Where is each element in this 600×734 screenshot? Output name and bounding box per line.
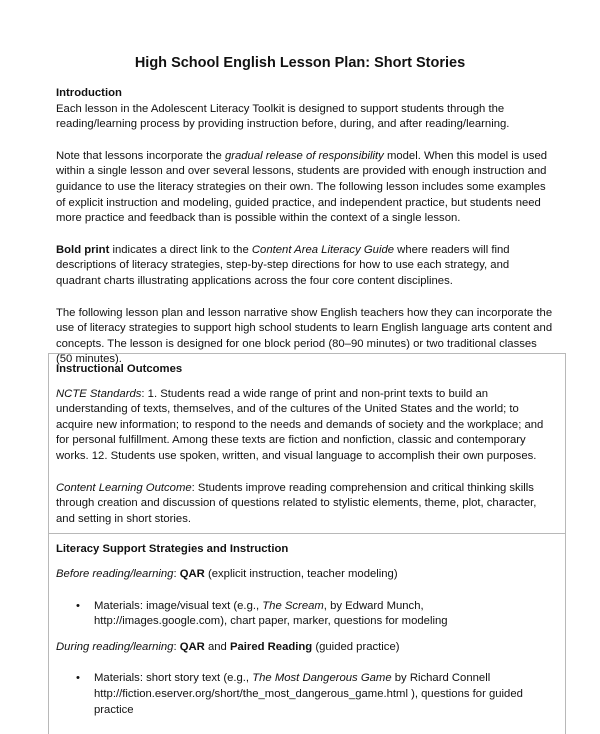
bullet-icon: •	[76, 672, 80, 685]
intro-paragraph-1: Each lesson in the Adolescent Literacy Toolkit is designed to support students through the reading/learning process by providing instruction before, during, and after reading/learning.	[56, 102, 510, 131]
intro-paragraph-2	[56, 149, 556, 227]
during-strategy-qar: QAR	[179, 640, 205, 653]
before-reading-line	[56, 567, 558, 583]
before-materials-artwork: The Scream	[262, 599, 324, 612]
list-item	[56, 599, 558, 630]
bold-print-term: Bold print	[56, 243, 110, 256]
outcomes-cell	[49, 354, 565, 533]
during-strategy-paired-reading: Paired Reading	[229, 640, 313, 653]
intro-p3-text-mid: indicates a direct link to the	[109, 243, 252, 256]
document-title: High School English Lesson Plan: Short Stories	[134, 55, 466, 71]
before-reading-label: Before reading/learning	[56, 567, 174, 580]
strategies-heading: Literacy Support Strategies and Instruction	[56, 543, 289, 556]
during-materials-start: Materials: short story text (e.g.,	[94, 672, 253, 685]
intro-p2-text-end: model. When this model is used within a single lesson and over several lessons, students are provided with enough instruction and guidance to use the literacy strategies on their own. The following lesson includes some examples of explicit instruction and modeling, guided practice, and independent practice, but students need more practice and feedback than is possible within the context of a single lesson.	[56, 149, 548, 225]
during-separator: :	[173, 640, 180, 653]
gradual-release-term: gradual release of responsibility	[224, 149, 384, 162]
during-materials-list	[56, 671, 558, 718]
content-outcome-text: : Students improve reading comprehension and critical thinking skills through creation and discussion of questions related to stylistic elements, theme, plot, character, and setting in short stories.	[56, 481, 537, 525]
during-note: (guided practice)	[312, 640, 400, 653]
during-materials-story: The Most Dangerous Game	[252, 672, 392, 685]
before-materials-start: Materials: image/visual text (e.g.,	[94, 599, 263, 612]
list-item	[56, 671, 558, 718]
before-separator: :	[173, 567, 180, 580]
before-materials-list	[56, 599, 558, 630]
bullet-icon: •	[76, 599, 80, 612]
before-note: (explicit instruction, teacher modeling)	[204, 567, 398, 580]
ncte-label: NCTE Standards	[56, 387, 142, 400]
literacy-guide-title: Content Area Literacy Guide	[251, 243, 395, 256]
intro-p3-text-end: where readers will find descriptions of literacy strategies, step-by-step directions for how to use each strategy, and quadrant charts illustrating applications across the four core content disciplines.	[56, 243, 510, 287]
introduction-section	[56, 86, 556, 368]
ncte-text: : 1. Students read a wide range of print and non-print texts to build an understanding of texts, themselves, and of the cultures of the United States and the world; to acquire new information; to respond to the needs and demands of society and the workplace; and for personal fulfillment. Among these texts are fiction and nonfiction, classic and contemporary works. 12. Students use spoken, written, and visual language to accomplish their own purposes.	[56, 387, 544, 462]
strategies-cell	[49, 533, 565, 734]
lesson-table	[48, 353, 566, 734]
content-outcome-paragraph	[56, 481, 558, 528]
content-outcome-label: Content Learning Outcome	[56, 481, 192, 494]
intro-p2-text-start: Note that lessons incorporate the	[56, 149, 225, 162]
intro-paragraph-3	[56, 243, 556, 290]
before-materials-end: , by Edward Munch, http://images.google.com), chart paper, marker, questions for modeling	[94, 599, 448, 628]
during-and: and	[204, 640, 230, 653]
during-reading-label: During reading/learning	[56, 640, 174, 653]
intro-paragraph-4: The following lesson plan and lesson narrative show English teachers how they can incorporate the use of literacy strategies to support high school students to learn English language arts content and concepts. The lesson is designed for one block period (80–90 minutes) or two traditional classes (50 minutes).	[56, 306, 553, 366]
during-reading-line	[56, 640, 558, 656]
ncte-standards-paragraph	[56, 387, 558, 465]
before-strategy-qar: QAR	[179, 567, 205, 580]
introduction-heading: Introduction	[56, 87, 122, 99]
outcomes-heading: Instructional Outcomes	[56, 363, 183, 375]
during-materials-end: by Richard Connell http://fiction.eserver.org/short/the_most_dangerous_game.html ), questions for guided practice	[94, 672, 523, 716]
